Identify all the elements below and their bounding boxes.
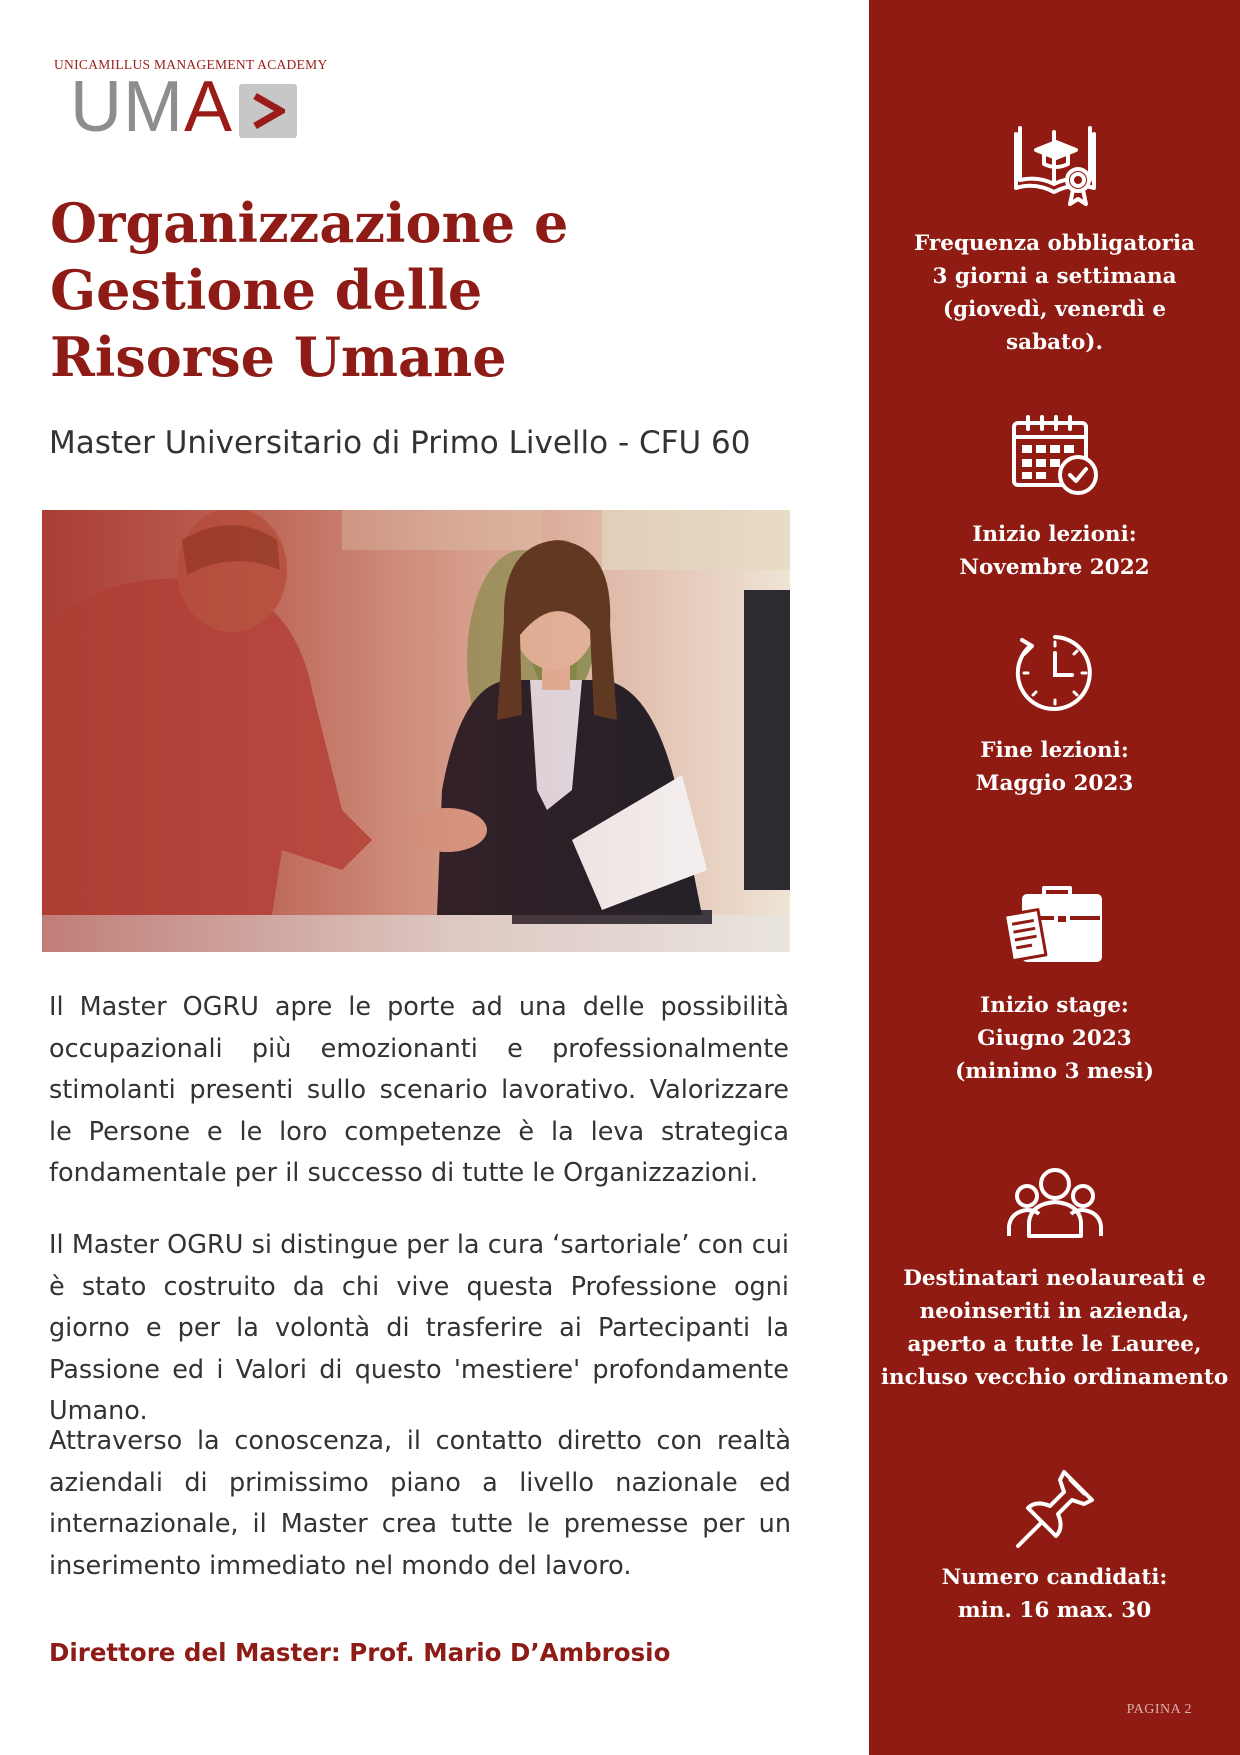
handshake-photo [42, 510, 790, 952]
lessons-end-date: Maggio 2023 [975, 771, 1134, 796]
page-subtitle: Master Universitario di Primo Livello - CFU 60 [49, 425, 751, 461]
people-group-icon [869, 1164, 1240, 1244]
candidates-info [869, 1561, 1240, 1627]
calendar-clock-icon [869, 413, 1240, 499]
clock-icon [869, 628, 1240, 718]
candidates-range: min. 16 max. 30 [957, 1598, 1152, 1623]
audience-line-4: incluso vecchio ordinamento [880, 1365, 1229, 1390]
lessons-end-info [869, 734, 1240, 800]
book-graduation-icon [869, 124, 1240, 208]
intro-paragraph-1: Il Master OGRU apre le porte ad una delle possibilità occupazionali più emozionanti e professionalmente stimolanti presenti sullo scenario lavorativo. Valorizzare le Persone e le loro competenze è la leva strategica fondamentale per il successo di tutte le Organizzazioni. [49, 992, 789, 1188]
candidates-label: Numero candidati: [941, 1565, 1168, 1590]
academy-name: UNICAMILLUS MANAGEMENT ACADEMY [54, 57, 328, 72]
audience-line-3: aperto a tutte le Lauree, [907, 1332, 1202, 1357]
attendance-line-4: sabato). [1006, 330, 1103, 355]
attendance-line-1: Frequenza obbligatoria [914, 231, 1195, 256]
uma-logo [70, 67, 297, 147]
lessons-start-info [869, 518, 1240, 584]
pushpin-icon [869, 1466, 1240, 1552]
logo-text-um: UM [70, 67, 184, 147]
internship-date: Giugno 2023 [977, 1026, 1132, 1051]
internship-duration: (minimo 3 mesi) [955, 1059, 1154, 1084]
master-director: Direttore del Master: Prof. Mario D’Ambrosio [49, 1638, 671, 1667]
intro-paragraph-3: Attraverso la conoscenza, il contatto diretto con realtà aziendali di primissimo piano a livello nazionale ed internazionale, il Master crea tutte le premesse per un inserimento immediato nel mondo del lavoro. [49, 1426, 791, 1581]
info-sidebar [869, 0, 1240, 1755]
lessons-start-label: Inizio lezioni: [972, 522, 1137, 547]
lessons-start-date: Novembre 2022 [959, 555, 1150, 580]
attendance-line-3: (giovedì, venerdì e [942, 297, 1167, 322]
page-number: PAGINA 2 [1126, 1702, 1192, 1717]
attendance-line-2: 3 giorni a settimana [932, 264, 1177, 289]
chevron-right-icon [239, 84, 297, 138]
title-line-1: Organizzazione e [50, 191, 569, 255]
attendance-info [869, 227, 1240, 359]
title-line-3: Risorse Umane [50, 325, 507, 389]
logo-text-a: A [183, 67, 234, 147]
audience-line-2: neoinseriti in azienda, [919, 1299, 1190, 1324]
title-line-2: Gestione delle [50, 258, 483, 322]
internship-label: Inizio stage: [980, 993, 1129, 1018]
target-audience-info [869, 1262, 1240, 1394]
logo-wordmark [70, 67, 234, 147]
lessons-end-label: Fine lezioni: [980, 738, 1129, 763]
briefcase-icon [869, 884, 1240, 966]
intro-paragraph-2: Il Master OGRU si distingue per la cura ‘sartoriale’ con cui è stato costruito da chi vive questa Professione ogni giorno e per la volontà di trasferire ai Partecipanti la Passione ed i Valori di questo 'mestiere' profondamente Umano. [49, 1230, 789, 1426]
page-title [50, 190, 810, 391]
internship-info [869, 989, 1240, 1088]
audience-line-1: Destinatari neolaureati e [903, 1266, 1206, 1291]
